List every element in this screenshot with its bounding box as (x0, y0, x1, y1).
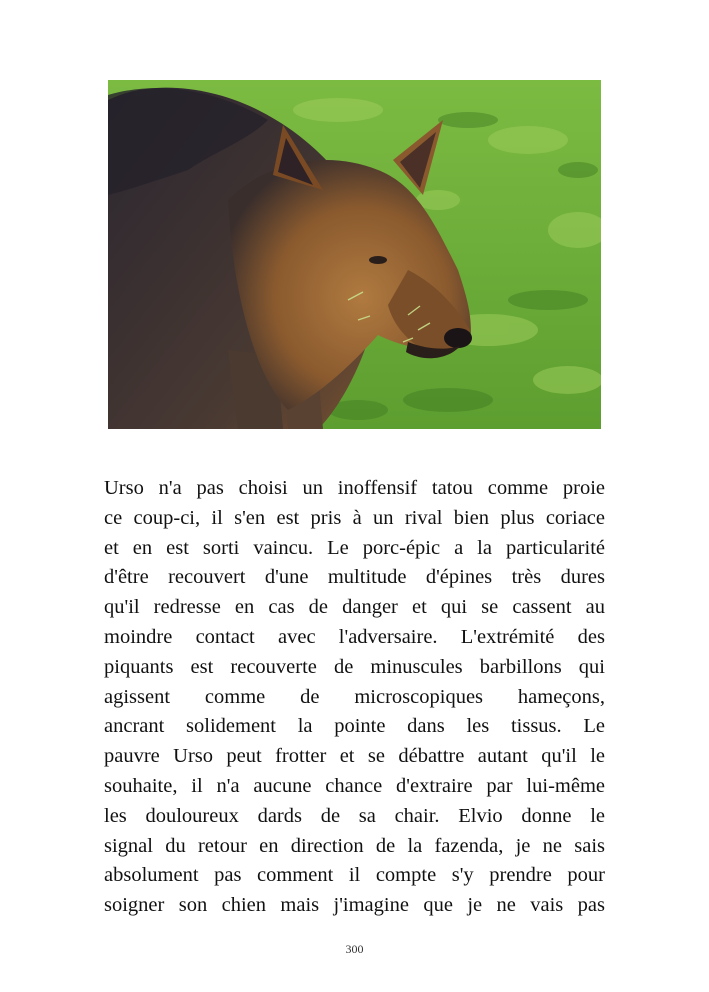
text-line: absolument pas comment il compte s'y prendre pour (104, 864, 605, 887)
text-line: d'être recouvert d'une multitude d'épines très dures (104, 566, 605, 589)
text-line: signal du retour en direction de la fazenda, je ne sais (104, 834, 605, 857)
page-number: 300 (345, 942, 364, 956)
text-line: Urso n'a pas choisi un inoffensif tatou comme proie (104, 477, 605, 499)
dog-picture-icon (108, 80, 601, 429)
text-line: souhaite, il n'a aucune chance d'extraire par lui-même (104, 774, 605, 797)
text-line: les douloureux dards de sa chair. Elvio donne le (104, 804, 605, 827)
text-line: pauvre Urso peut frotter et se débattre autant qu'il le (104, 745, 605, 768)
text-line: soigner son chien mais j'imagine que je ne vais pas (104, 894, 605, 917)
text-line: agissent comme de microscopiques hameçons, (104, 685, 605, 708)
text-line: moindre contact avec l'adversaire. L'extrémité des (104, 625, 605, 648)
text-line: piquants est recouverte de minuscules barbillons qui (104, 655, 605, 678)
dog-photo (108, 80, 601, 429)
text-line: ancrant solidement la pointe dans les tissus. Le (104, 715, 605, 738)
text-line: ce coup-ci, il s'en est pris à un rival bien plus coriace (104, 506, 605, 529)
body-text (104, 474, 605, 921)
text-line: et en est sorti vaincu. Le porc-épic a la particularité (104, 536, 605, 559)
text-line: qu'il redresse en cas de danger et qui se cassent au (104, 596, 605, 619)
